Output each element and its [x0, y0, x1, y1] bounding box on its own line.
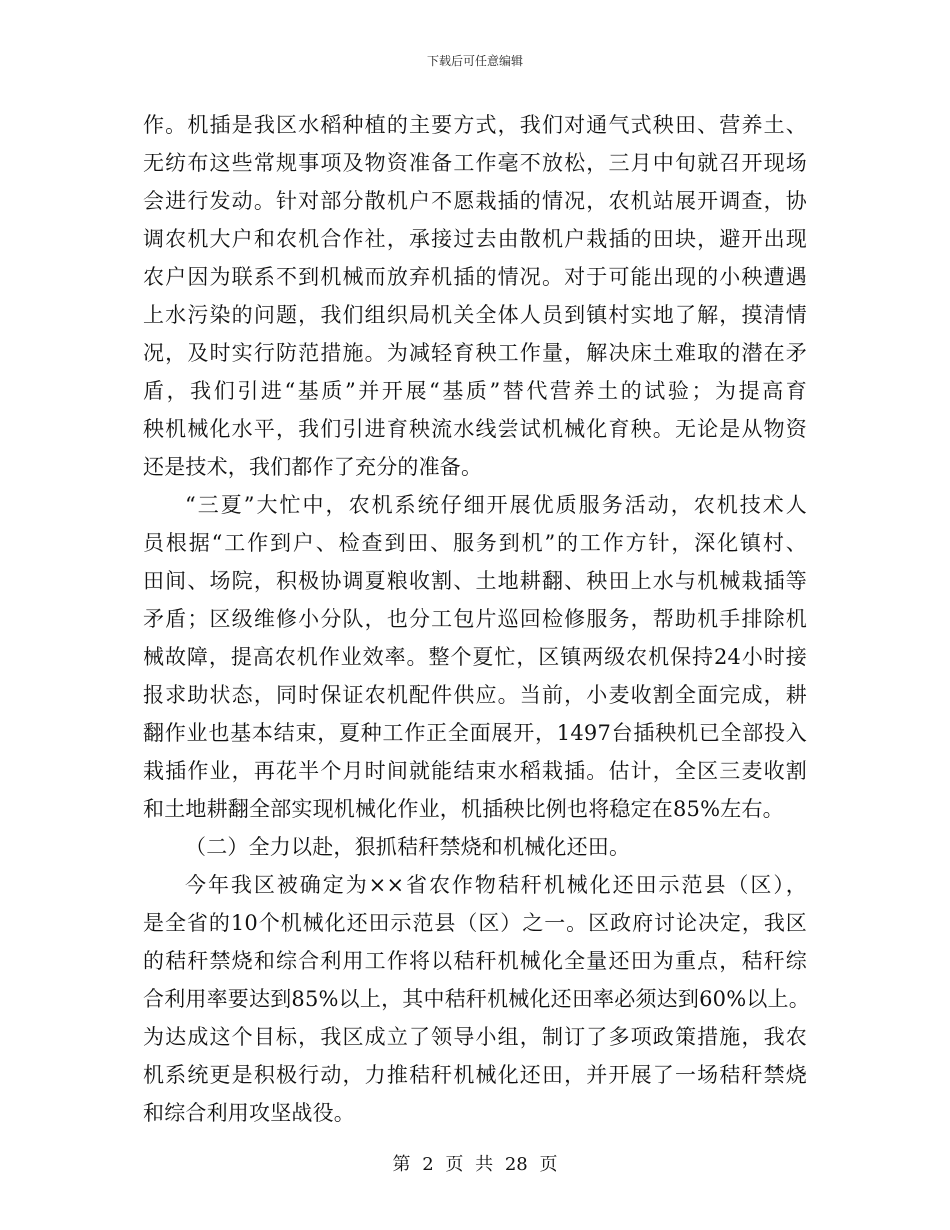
text-line: 况，及时实行防范措施。为减轻育秧工作量，解决床土难取的潜在矛 — [143, 341, 807, 365]
text-line: 和综合利用攻坚战役。 — [143, 1101, 355, 1125]
text-line: 矛盾；区级维修小分队，也分工包片巡回检修服务，帮助机手排除机 — [143, 607, 807, 631]
text-line: 翻作业也基本结束，夏种工作正全面展开，1497台插秧机已全部投入 — [143, 721, 807, 745]
text-line: 和土地耕翻全部实现机械化作业，机插秧比例也将稳定在85%左右。 — [143, 797, 784, 821]
text-line: 无纺布这些常规事项及物资准备工作毫不放松，三月中旬就召开现场 — [143, 151, 807, 175]
text-line: 农户因为联系不到机械而放弃机插的情况。对于可能出现的小秧遭遇 — [143, 265, 807, 289]
text-line: 上水污染的问题，我们组织局机关全体人员到镇村实地了解，摸清情 — [143, 303, 807, 327]
document-body — [143, 106, 810, 1132]
text-line: 调农机大户和农机合作社，承接过去由散机户栽插的田块，避开出现 — [143, 227, 807, 251]
text-line: 合利用率要达到85%以上，其中秸秆机械化还田率必须达到60%以上。 — [143, 987, 810, 1011]
section-heading: （二）全力以赴，狠抓秸秆禁烧和机械化还田。 — [185, 835, 631, 859]
text-line: “三夏”大忙中，农机系统仔细开展优质服务活动，农机技术人 — [185, 493, 807, 517]
text-line: 是全省的10个机械化还田示范县（区）之一。区政府讨论决定，我区 — [143, 911, 807, 935]
text-line: 还是技术，我们都作了充分的准备。 — [143, 455, 483, 479]
text-line: 的秸秆禁烧和综合利用工作将以秸秆机械化全量还田为重点，秸秆综 — [143, 949, 807, 973]
text-line: 作。机插是我区水稻种植的主要方式，我们对通气式秧田、营养土、 — [143, 113, 807, 137]
text-line: 机系统更是积极行动，力推秸秆机械化还田，并开展了一场秸秆禁烧 — [143, 1063, 807, 1087]
text-line: 会进行发动。针对部分散机户不愿栽插的情况，农机站展开调查，协 — [143, 189, 807, 213]
page-header: 下载后可任意编辑 — [426, 54, 523, 68]
text-line: 栽插作业，再花半个月时间就能结束水稻栽插。估计，全区三麦收割 — [143, 759, 807, 783]
text-line: 田间、场院，积极协调夏粮收割、土地耕翻、秧田上水与机械栽插等 — [143, 569, 807, 593]
text-line: 为达成这个目标，我区成立了领导小组，制订了多项政策措施，我农 — [143, 1025, 807, 1049]
text-line: 员根据“工作到户、检查到田、服务到机”的工作方针，深化镇村、 — [143, 531, 807, 555]
text-line: 报求助状态，同时保证农机配件供应。当前，小麦收割全面完成，耕 — [143, 683, 807, 707]
text-line: 盾，我们引进“基质”并开展“基质”替代营养土的试验；为提高育 — [143, 379, 807, 403]
page-number: 第 2 页 共 28 页 — [392, 1154, 558, 1175]
text-line: 今年我区被确定为××省农作物秸秆机械化还田示范县（区）， — [185, 873, 807, 897]
text-line: 秧机械化水平，我们引进育秧流水线尝试机械化育秧。无论是从物资 — [143, 417, 807, 441]
text-line: 械故障，提高农机作业效率。整个夏忙，区镇两级农机保持24小时接 — [143, 645, 807, 669]
